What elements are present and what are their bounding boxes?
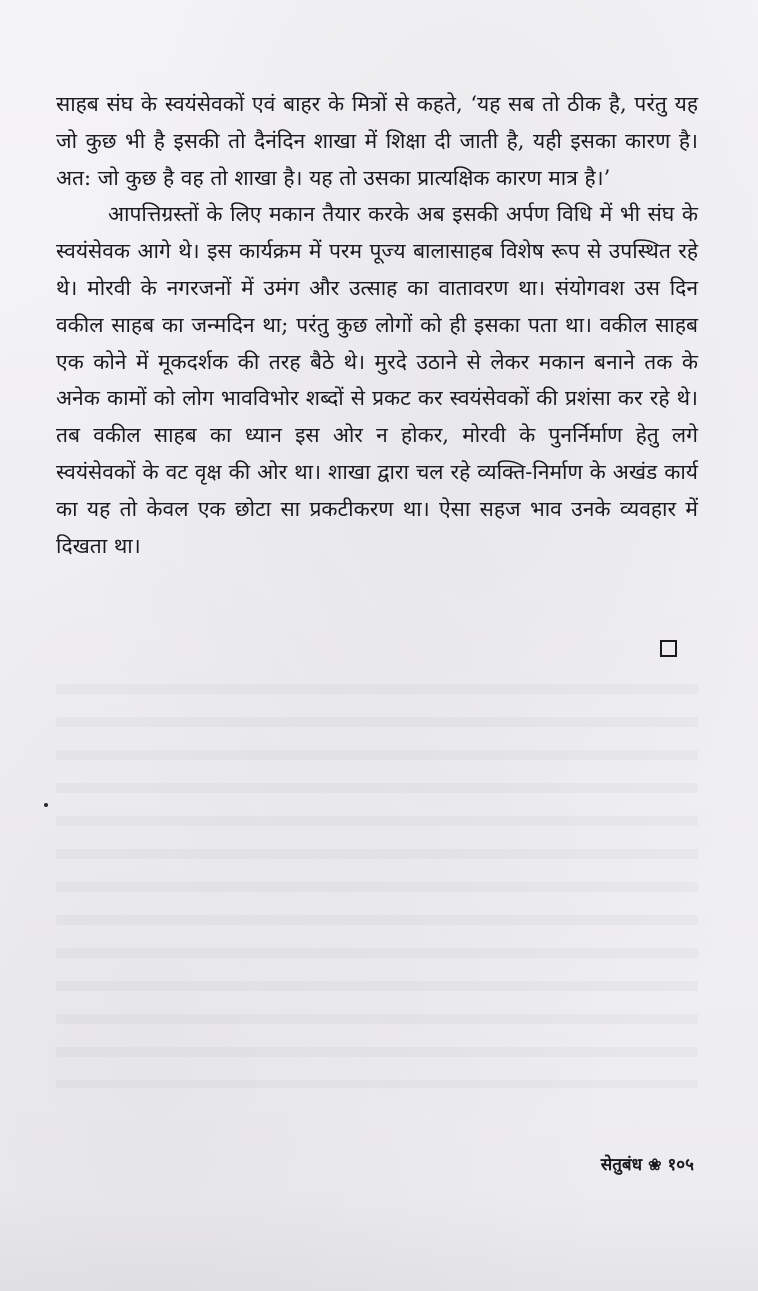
show-through-texture: [56, 668, 698, 1088]
paragraph-2: आपत्तिग्रस्तों के लिए मकान तैयार करके अब इसकी अर्पण विधि में भी संघ के स्वयंसेवक आगे थे। इस कार्यक्रम में परम पूज्य बालासाहब विशेष रूप से उपस्थित रहे थे। मोरवी के नगरजनों में उमंग और उत्साह का वातावरण था। संयोगवश उस दिन वकील साहब का जन्मदिन था; परंतु कुछ लोगों को ही इसका पता था। वकील साहब एक कोने में मूकदर्शक की तरह बैठे थे। मुरदे उठाने से लेकर मकान बनाने तक के अनेक कामों को लोग भावविभोर शब्दों से प्रकट कर स्वयंसेवकों की प्रशंसा कर रहे थे। तब वकील साहब का ध्यान इस ओर न होकर, मोरवी के पुनर्निर्माण हेतु लगे स्वयंसेवकों के वट वृक्ष की ओर था। शाखा द्वारा चल रहे व्यक्ति-निर्माण के अखंड कार्य का यह तो केवल एक छोटा सा प्रकटीकरण था। ऐसा सहज भाव उनके व्यवहार में दिखता था।: [56, 202, 698, 558]
page-footer: [601, 1152, 694, 1175]
section-end-square-icon: [660, 640, 677, 657]
paragraph-1: साहब संघ के स्वयंसेवकों एवं बाहर के मित्रों से कहते, ‘यह सब तो ठीक है, परंतु यह जो कुछ भी है इसकी तो दैनंदिन शाखा में शिक्षा दी जाती है, यही इसका कारण है। अत: जो कुछ है वह तो शाखा है। यह तो उसका प्रात्यक्षिक कारण मात्र है।’: [56, 92, 698, 190]
footer-book-title: सेतुबंध: [600, 1155, 643, 1175]
bottom-shade: [0, 1190, 758, 1291]
stray-dot-mark: [44, 803, 48, 807]
flower-ornament-icon: ❀: [648, 1155, 662, 1174]
body-text: [56, 86, 698, 564]
page-number: १०५: [667, 1155, 694, 1175]
